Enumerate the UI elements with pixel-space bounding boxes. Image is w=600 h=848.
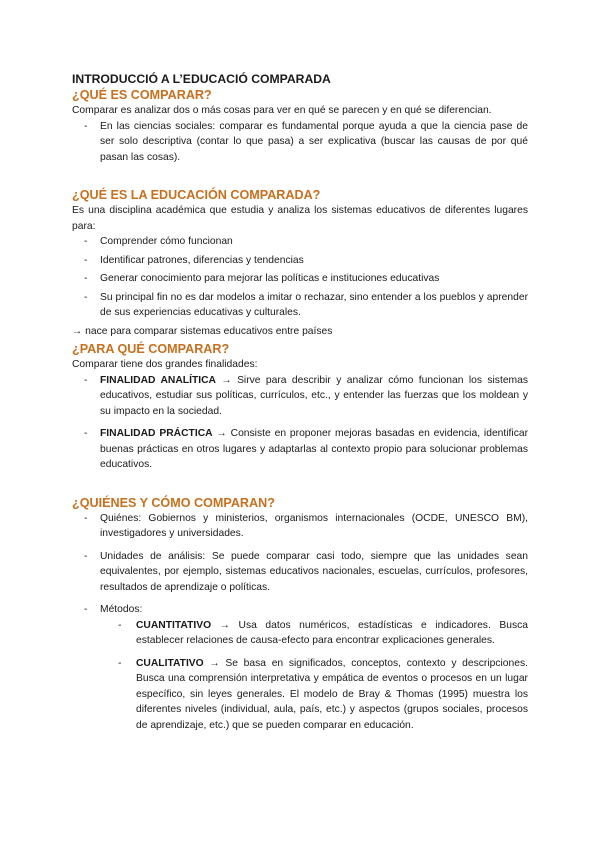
list-item: - Unidades de análisis: Se puede comparar casi todo, siempre que las unidades sean equivalentes, por ejemplo, sistemas educativos nacionales, escuelas, currículos, profesores, resultados de aprendizaje o políticas.	[72, 549, 528, 596]
list-item: - Quiénes: Gobiernos y ministerios, organismos internacionales (OCDE, UNESCO BM), investigadores y universidades.	[72, 511, 528, 542]
section-3-intro: Comparar tiene dos grandes finalidades:	[72, 359, 258, 370]
section-heading-educacion-comparada: ¿QUÉ ES LA EDUCACIÓN COMPARADA?	[72, 188, 321, 202]
list-item	[72, 618, 528, 649]
section-3-list	[72, 373, 528, 473]
section-1-list	[72, 119, 528, 166]
list-item: - En las ciencias sociales: comparar es fundamental porque ayuda a que la ciencia pase de ser solo descriptiva (contar lo que pasa) a ser explicativa (buscar las causas de por qué pasan las cosas).	[72, 119, 528, 166]
section-heading-quienes-como-comparan: ¿QUIÉNES Y CÓMO COMPARAN?	[72, 495, 275, 510]
finalidad-practica-text: → Consiste en proponer mejoras basadas en evidencia, identificar buenas prácticas en otros lugares y adaptarlas al contexto propio para solucionar problemas educativos.	[100, 428, 529, 470]
list-item	[72, 602, 528, 618]
cualitativo-text: → Se basa en significados, conceptos, contexto y descripciones. Busca una comprensión interpretativa y empática de eventos o procesos en un lugar específico, sin leyes generales. El modelo de Bray & Thomas (1995) muestra los diferentes niveles (individual, aula, país, etc.) y aspectos (grupos sociales, procesos de aprendizaje, etc.) que se pueden comparar en educación.	[136, 657, 528, 731]
list-item	[72, 373, 528, 420]
methods-list	[72, 618, 528, 734]
finalidad-analitica-label: FINALIDAD ANALÍTICA	[100, 374, 216, 386]
list-item	[72, 426, 528, 473]
section-4-list	[72, 511, 528, 618]
list-item: - Comprender cómo funcionan	[72, 234, 528, 250]
section-heading-que-es-comparar: ¿QUÉ ES COMPARAR?	[72, 88, 212, 102]
finalidad-practica-label: FINALIDAD PRÁCTICA	[100, 428, 213, 439]
cualitativo-label: CUALITATIVO	[136, 657, 204, 669]
list-item: - Su principal fin no es dar modelos a imitar o rechazar, sino entender a los pueblos y aprender de sus experiencias educativas y culturales.	[72, 290, 528, 321]
section-2-intro: Es una disciplina académica que estudia y analiza los sistemas educativos de diferentes lugares para:	[72, 205, 528, 232]
section-2-note: → nace para comparar sistemas educativos entre países	[72, 325, 333, 337]
list-item: - Generar conocimiento para mejorar las políticas e instituciones educativas	[72, 271, 528, 287]
finalidad-analitica-text: → Sirve para describir y analizar cómo funcionan los sistemas educativos, estudiar sus políticas, currículos, etc., y entender las fuerzas que los moldean y su impacto en la sociedad.	[100, 374, 528, 417]
section-2-list	[72, 234, 528, 321]
cuantitativo-label: CUANTITATIVO	[136, 619, 212, 631]
section-1-intro: Comparar es analizar dos o más cosas para ver en qué se parecen y en qué se diferencian.	[72, 105, 492, 116]
list-item	[72, 656, 528, 734]
document-title: INTRODUCCIÓ A L’EDUCACIÓ COMPARADA	[72, 72, 331, 86]
list-item: - Identificar patrones, diferencias y tendencias	[72, 253, 528, 269]
cuantitativo-text: → Usa datos numéricos, estadísticas e indicadores. Busca establecer relaciones de causa-efecto para encontrar explicaciones generales.	[136, 619, 528, 646]
metodos-label: Métodos:	[100, 604, 143, 615]
section-heading-para-que-comparar: ¿PARA QUÉ COMPARAR?	[72, 342, 230, 356]
